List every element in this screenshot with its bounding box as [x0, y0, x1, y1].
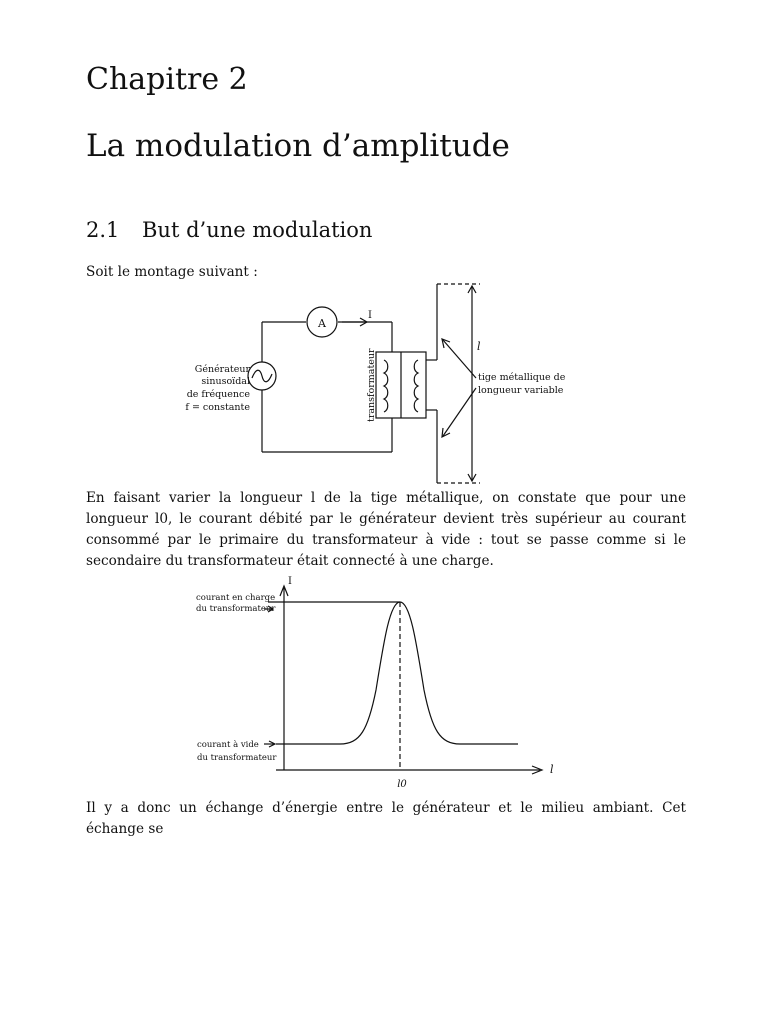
chapter-heading: Chapitre 2	[86, 62, 248, 97]
rod-label-2: longueur variable	[478, 385, 564, 396]
graph-y-label: I	[288, 576, 292, 587]
rod-label-1: tige métallique de	[478, 372, 566, 383]
ammeter-label: A	[318, 317, 326, 330]
generator-label-4: f = constante	[185, 402, 250, 413]
transformer-label: transformateur	[366, 348, 377, 422]
bottom-label-1: courant à vide	[197, 740, 259, 750]
bottom-label-2: du transformateur	[197, 753, 277, 763]
chapter-title: La modulation d’amplitude	[86, 128, 510, 164]
top-label-1: courant en charge	[196, 593, 276, 603]
section-title: But d’une modulation	[142, 218, 373, 242]
graph-x-label: l	[550, 763, 554, 776]
generator-label-1: Générateur	[194, 364, 250, 375]
generator-label-2: sinusoïdal	[201, 376, 250, 387]
p2-text: En faisant varier la longueur l de la tige métallique, on constate que pour une longueur l0, le courant débité par le générateur devient très supérieur au courant consommé par le primaire du transformateur à vide : tout se passe comme si le secondaire du transformateur était connecté à une charge.	[86, 490, 686, 569]
closing-paragraph: Il y a donc un échange d’énergie entre le générateur et le milieu ambiant. Cet échange se	[86, 800, 686, 837]
graph-x0-label: l0	[397, 779, 407, 790]
section-number: 2.1	[86, 218, 120, 242]
generator-label-3: de fréquence	[186, 389, 250, 400]
top-label-2: du transformateur	[196, 604, 276, 614]
length-label: l	[477, 340, 481, 353]
intro-paragraph: Soit le montage suivant :	[86, 264, 258, 280]
current-label: I	[368, 310, 372, 321]
